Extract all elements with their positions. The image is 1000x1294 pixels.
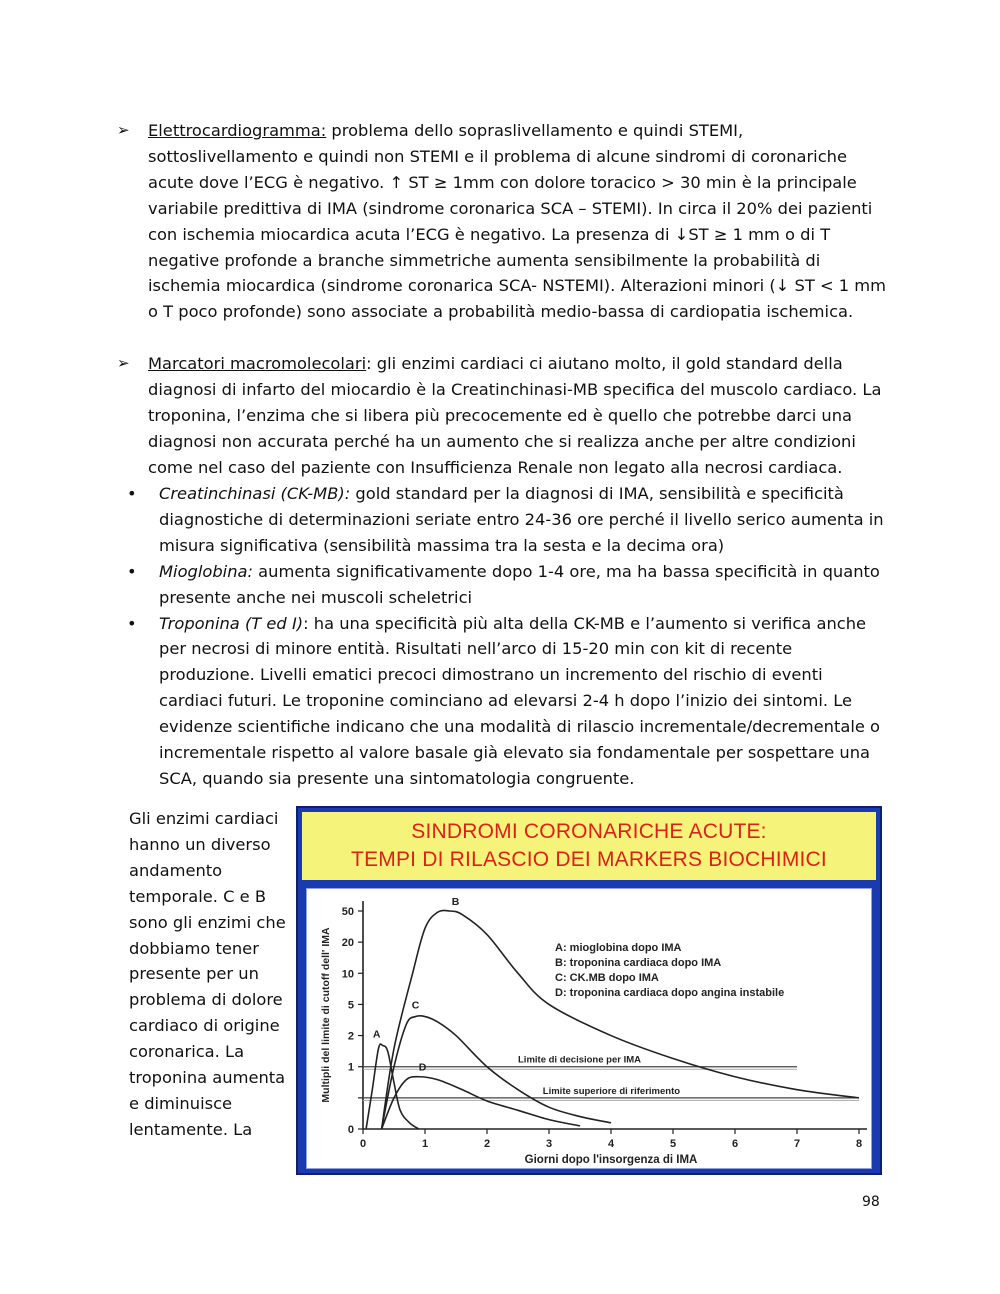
figure-title-line-1: SINDROMI CORONARICHE ACUTE: (411, 820, 767, 843)
bullet-text: aumenta significativamente dopo 1-4 ore, ma ha bassa specificità in quanto presente anche nei muscoli scheletrici (159, 561, 880, 607)
arrow-bullet-icon: ➢ (117, 121, 130, 139)
section-text-ecg: problema dello sopraslivellamento e quindi STEMI, sottoslivellamento e quindi non STEMI e il problema di alcune sindromi di coronariche acute dove l’ECG è negativo. ↑ ST ≥ 1mm con dolore toracico > 30 min è la principale variabile predittiva di IMA (sindrome coronarica SCA – STEMI). In circa il 20% dei pazienti con ischemia miocardica acuta l’ECG è negativo. La presenza di ↓ST ≥ 1 mm o di T negative profonde a branche simmetriche aumenta sensibilmente la probabilità di ischemia miocardica (sindrome coronarica SCA- NSTEMI). Alterazioni minori (↓ ST < 1 mm o T poco profonde) sono associate a probabilità medio-bassa di cardiopatia ischemica. (148, 121, 887, 322)
x-tick-label: 5 (669, 1138, 677, 1150)
paragraph-ecg (117, 118, 887, 325)
figure-header (302, 812, 876, 880)
list-item-ckmb (117, 481, 887, 559)
x-tick-label: 0 (359, 1138, 367, 1150)
y-tick-label: 50 (341, 906, 354, 918)
bullet-dot-icon: • (127, 484, 137, 503)
y-tick-label: 2 (347, 1030, 354, 1043)
marker-bullet-list (117, 481, 887, 792)
curve-label-c: C (411, 999, 420, 1012)
curve-c (382, 1016, 611, 1129)
y-tick-label: 1 (347, 1061, 354, 1074)
x-tick-label: 6 (731, 1138, 739, 1150)
figure-side-text: Gli enzimi cardiaci hanno un diverso andamento temporale. C e B sono gli enzimi che dobbiamo tener presente per un problema di dolore cardiaco di origine coronarica. La troponina aumenta e diminuisce lentamente. La (129, 809, 286, 1139)
marker-release-chart (307, 889, 871, 1168)
bullet-text: gold standard per la diagnosi di IMA, sensibilità e specificità diagnostiche di determinazioni seriate entro 24-36 ore perché il livello serico aumenta in misura significativa (sensibilità massima tra la sesta e la decima ora) (159, 484, 884, 555)
bullet-text: : ha una specificità più alta della CK-MB e l’aumento si verifica anche per necrosi di minore entità. Risultati nell’arco di 15-20 min con kit di recente produzione. Livelli ematici precoci dimostrano un incremento del rischio di eventi cardiaci futuri. Le troponine cominciano ad elevarsi 2-4 h dopo l’inizio dei sintomi. Le evidenze scientifiche indicano che una modalità di rilascio incrementale/decrementale o incrementale rispetto al valore basale già elevato sia fondamentale per sospettare una SCA, quando sia presente una sintomatologia congruente. (159, 613, 881, 788)
curve-d (382, 1077, 580, 1129)
bullet-dot-icon: • (127, 613, 137, 633)
reference-line-label: Limite superiore di riferimento (542, 1085, 681, 1097)
x-tick-label: 7 (793, 1138, 801, 1150)
x-tick-label: 2 (483, 1138, 491, 1150)
list-item-mioglobina (117, 559, 887, 611)
bullet-term: Creatinchinasi (CK-MB): (159, 484, 351, 503)
y-tick-label: 5 (347, 999, 354, 1012)
paragraph-markers (117, 351, 887, 481)
x-tick-label: 3 (545, 1138, 553, 1150)
x-axis-title: Giorni dopo l'insorgenza di IMA (524, 1154, 698, 1166)
x-tick-label: 4 (607, 1138, 615, 1150)
curve-label-a: A (372, 1028, 381, 1041)
y-tick-label: 10 (341, 968, 354, 981)
marker-release-figure (296, 806, 882, 1175)
legend-entry: C: CK.MB dopo IMA (555, 972, 659, 984)
curve-label-b: B (451, 896, 460, 908)
list-item-troponina (117, 611, 887, 792)
x-tick-label: 1 (421, 1138, 429, 1150)
section-label-markers: Marcatori macromolecolari (148, 354, 367, 373)
section-text-markers: : gli enzimi cardiaci ci aiutano molto, il gold standard della diagnosi di infarto del miocardio è la Creatinchinasi-MB specifica del muscolo cardiaco. La troponina, l’enzima che si libera più precocemente ed è quello che potrebbe darci una diagnosi non accurata perché ha un aumento che si realizza anche per altre condizioni come nel caso del paziente con Insufficienza Renale non legato alla necrosi cardiaca. (148, 354, 882, 477)
legend-entry: A: mioglobina dopo IMA (555, 942, 682, 954)
section-label-ecg: Elettrocardiogramma: (148, 121, 327, 140)
y-tick-label: 20 (341, 937, 354, 950)
legend-entry: D: troponina cardiaca dopo angina instabile (555, 987, 785, 999)
y-axis-title: Multipli del limite di cutoff dell' IMA (320, 927, 332, 1103)
bullet-term: Troponina (T ed I) (159, 613, 304, 633)
bullet-term: Mioglobina: (159, 561, 253, 581)
chart-panel (306, 888, 872, 1169)
bullet-dot-icon: • (127, 561, 137, 581)
figure-title-line-2: TEMPI DI RILASCIO DEI MARKERS BIOCHIMICI (351, 848, 827, 871)
legend-entry: B: troponina cardiaca dopo IMA (555, 957, 722, 969)
curve-label-d: D (418, 1061, 427, 1074)
y-tick-label: 0 (347, 1124, 354, 1136)
page-number: 98 (862, 1194, 880, 1210)
x-tick-label: 8 (855, 1138, 863, 1150)
reference-line-label: Limite di decisione per IMA (518, 1054, 641, 1066)
arrow-bullet-icon: ➢ (117, 354, 130, 372)
